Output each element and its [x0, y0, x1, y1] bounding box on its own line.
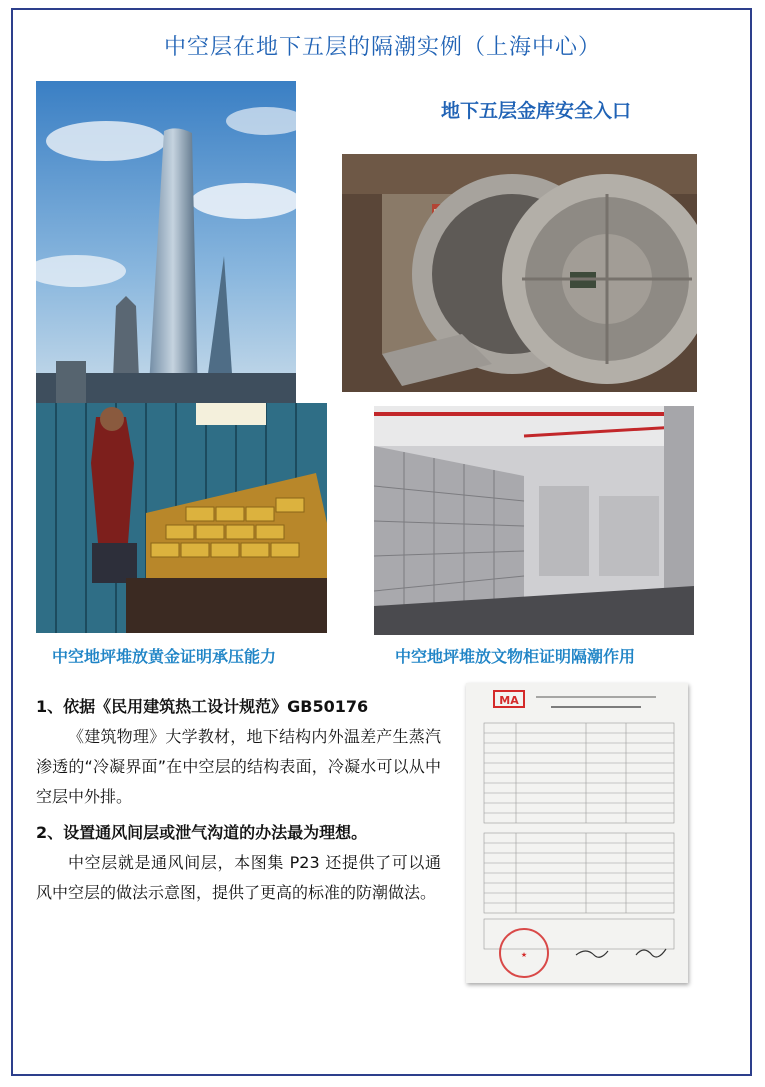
svg-text:★: ★ [520, 951, 528, 959]
page-title: 中空层在地下五层的隔潮实例（上海中心） [163, 35, 601, 60]
inspection-stamp [500, 929, 548, 977]
section-2-paragraph: 中空层就是通风间层，本图集 P23 还提供了可以通风中空层的做法示意图，提供了更高的标准的防潮做法。 [36, 853, 441, 902]
section-2 [36, 818, 441, 908]
vault-entrance-heading: 地下五层金库安全入口 [440, 100, 631, 122]
cabinets-photo [374, 406, 694, 635]
section-1-paragraph: 《建筑物理》大学教材，地下结构内外温差产生蒸汽渗透的“冷凝界面”在中空层的结构表面，冷凝水可以从中空层中外排。 [36, 727, 441, 806]
svg-text:MA: MA [499, 694, 519, 707]
ma-logo [494, 691, 524, 707]
test-report-image [466, 683, 688, 983]
section-1-heading: 1、依据《民用建筑热工设计规范》GB50176 [36, 697, 369, 716]
gold-bars-photo [36, 403, 327, 633]
cabinets-caption: 中空地坪堆放文物柜证明隔潮作用 [395, 647, 636, 666]
vault-door-photo [342, 154, 697, 392]
section-2-heading: 2、设置通风间层或泄气沟道的办法最为理想。 [36, 823, 368, 842]
gold-caption: 中空地坪堆放黄金证明承压能力 [52, 647, 277, 666]
section-1 [36, 692, 441, 812]
shanghai-tower-photo [36, 81, 296, 403]
